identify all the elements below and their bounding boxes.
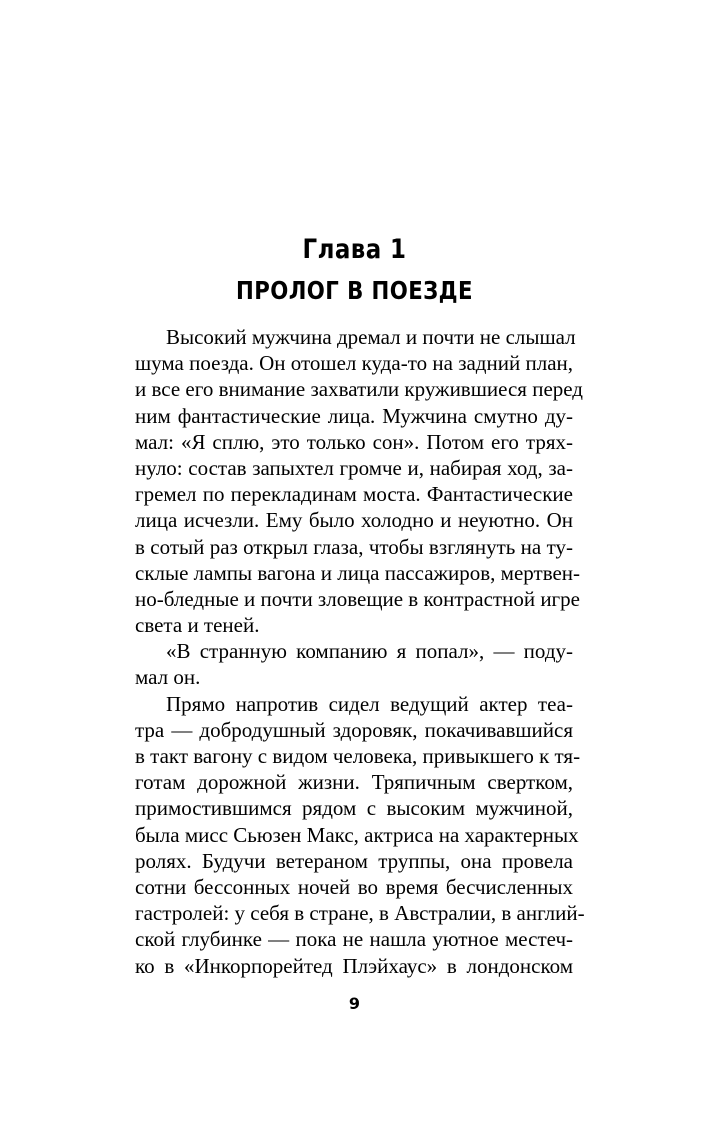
text-line: примостившимся рядом с высоким мужчиной,: [135, 796, 573, 821]
paragraph-3: [135, 691, 585, 979]
text-line: ко в «Инкорпорейтед Плэйхаус» в лондонском: [135, 953, 573, 978]
paragraph-2: [135, 638, 573, 690]
text-line: тра — добродушный здоровяк, покачивавшийся: [135, 717, 573, 742]
text-line: света и теней.: [135, 613, 260, 638]
text-line: и все его внимание захватили кружившиеся перед: [135, 377, 583, 402]
text-line: шума поезда. Он отошел куда-то на задний план,: [135, 351, 573, 376]
text-line: в такт вагону с видом человека, привыкшего к тя-: [135, 744, 581, 768]
text-line: была мисс Сьюзен Макс, актриса на характерных: [135, 822, 579, 847]
text-line: мал: «Я сплю, это только сон». Потом его трях-: [135, 429, 573, 454]
text-line: гастролей: у себя в стране, в Австралии, в англий-: [135, 901, 585, 926]
text-line: ним фантастические лица. Мужчина смутно ду-: [135, 403, 573, 428]
text-line: лица исчезли. Ему было холодно и неуютно. Он: [135, 508, 573, 533]
chapter-title: ПРОЛОГ В ПОЕЗДЕ: [236, 276, 473, 305]
chapter-number: Глава 1: [302, 234, 407, 265]
chapter-body-text: [135, 324, 585, 979]
text-line: сотни бессонных ночей во время бесчисленных: [135, 874, 573, 899]
text-line: мал он.: [135, 665, 201, 690]
text-line: нуло: состав запыхтел громче и, набирая ход, за-: [135, 455, 573, 480]
text-line: Прямо напротив сидел ведущий актер теа-: [166, 691, 573, 716]
text-line: но-бледные и почти зловещие в контрастной игре: [135, 586, 580, 611]
text-line: склые лампы вагона и лица пассажиров, мертвен-: [135, 560, 581, 585]
paragraph-1: [135, 324, 583, 638]
text-line: гремел по перекладинам моста. Фантастические: [135, 482, 573, 507]
page-number: 9: [348, 994, 361, 1013]
text-line: ролях. Будучи ветераном труппы, она провела: [135, 848, 573, 873]
text-line: готам дорожной жизни. Тряпичным свертком,: [135, 770, 573, 795]
text-line: «В странную компанию я попал», — поду-: [166, 639, 573, 664]
text-line: ской глубинке — пока не нашла уютное местеч-: [135, 927, 573, 952]
text-line: в сотый раз открыл глаза, чтобы взглянуть на ту-: [135, 534, 573, 559]
text-line: Высокий мужчина дремал и почти не слышал: [166, 325, 576, 349]
